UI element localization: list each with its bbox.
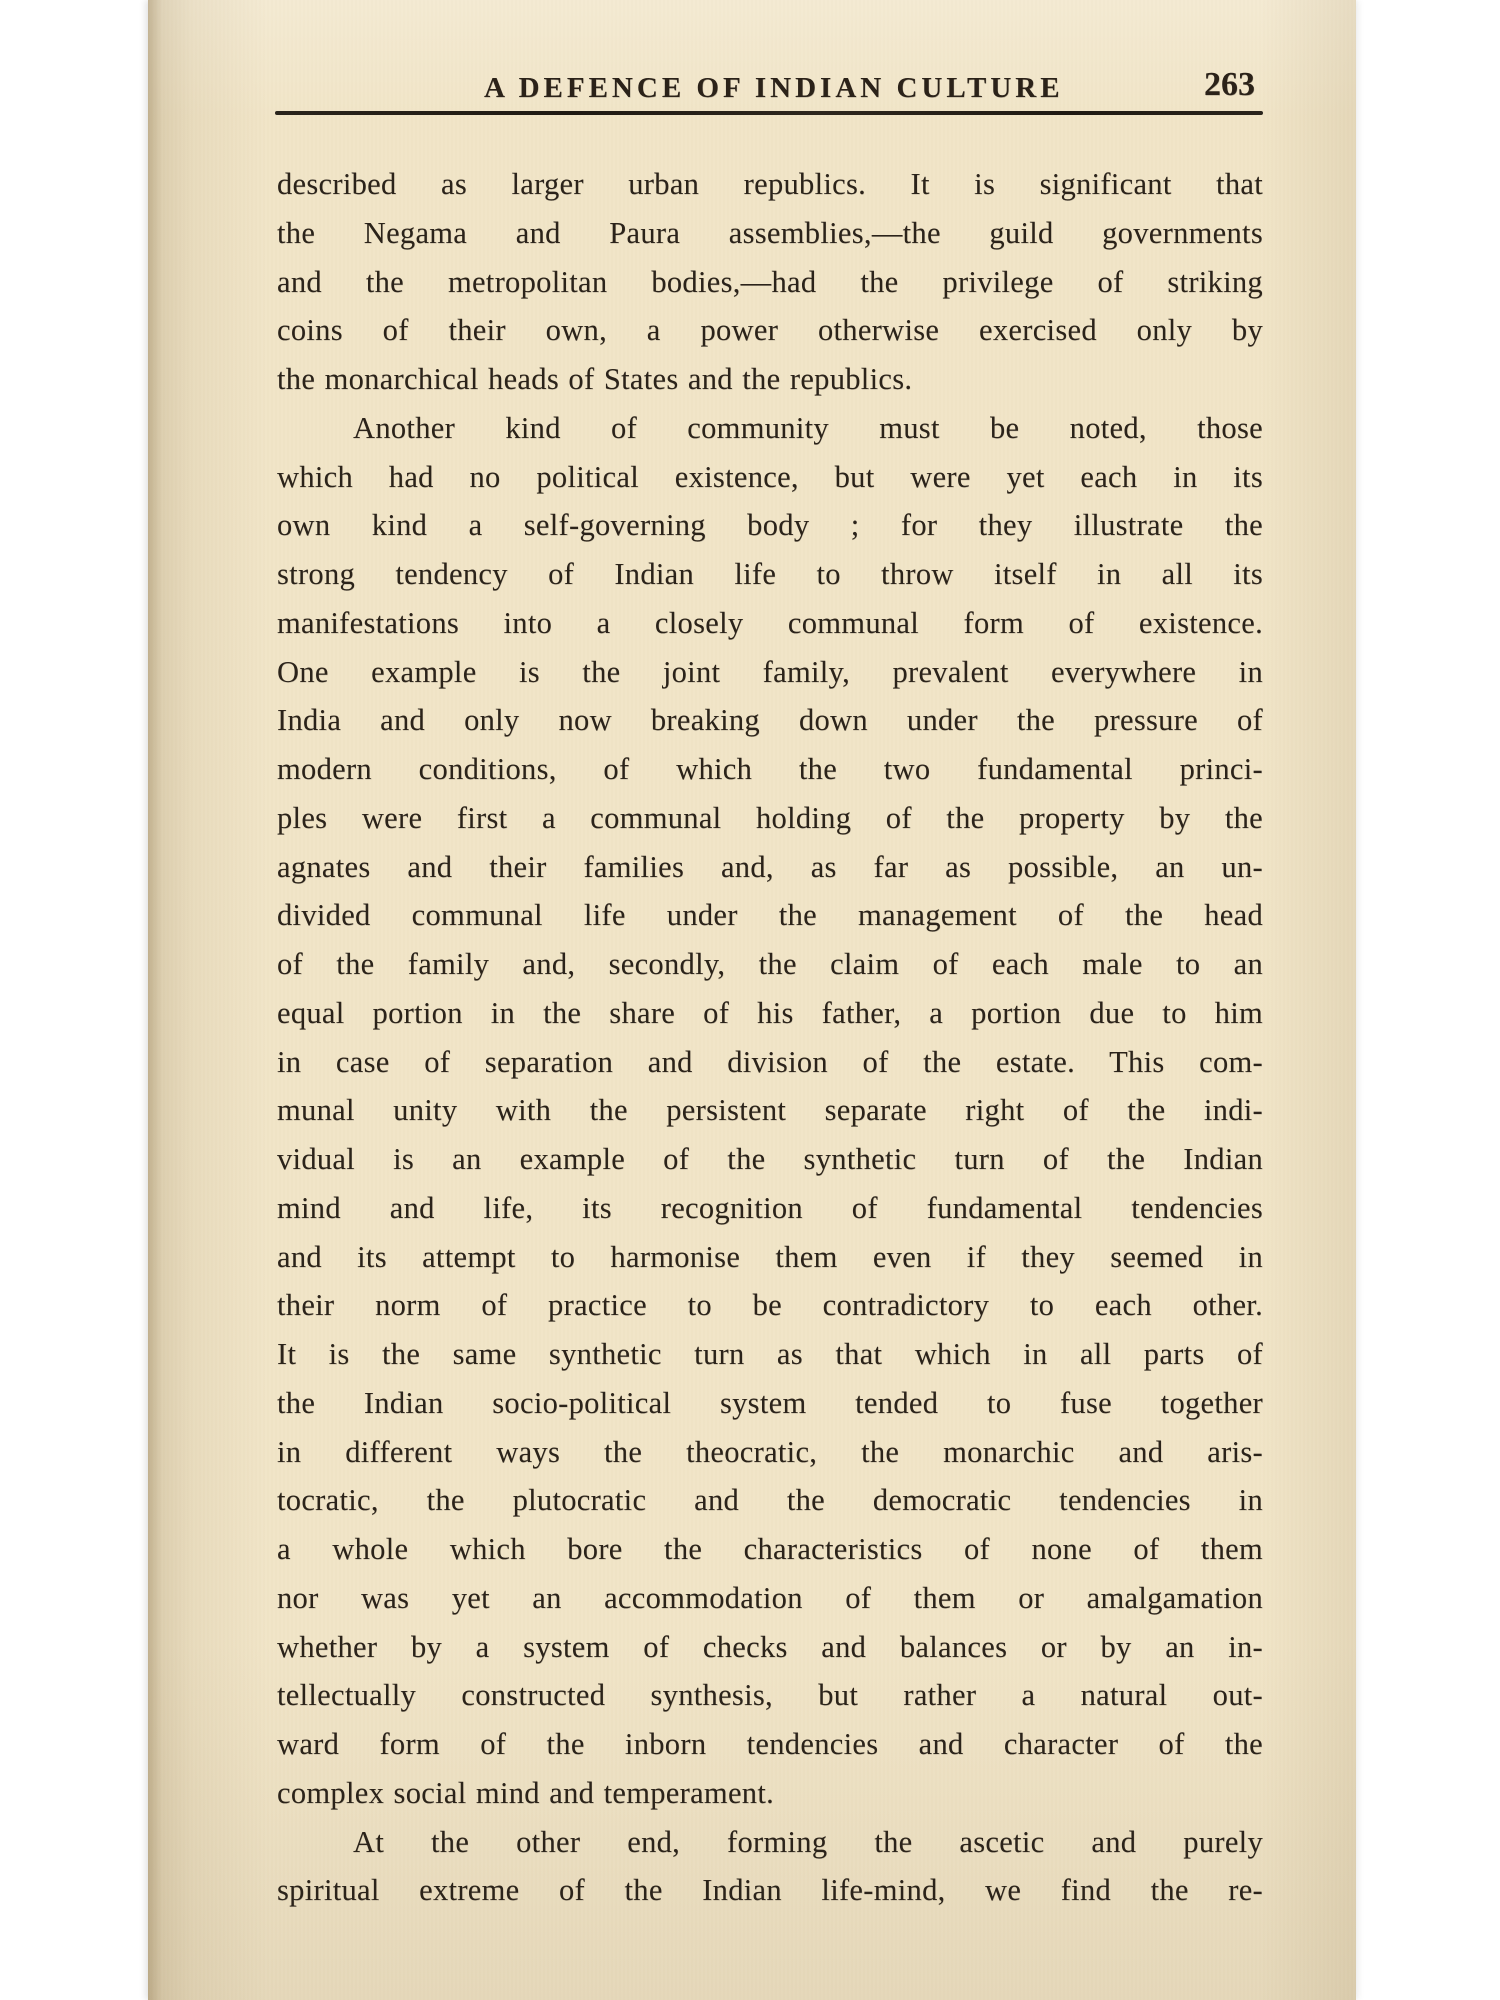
text-line: nor was yet an accommodation of them or amalgamation <box>277 1580 1263 1615</box>
text-line: divided communal life under the management of the head <box>277 898 1263 933</box>
text-line: manifestations into a closely communal form of existence. <box>277 605 1263 640</box>
text-line: One example is the joint family, prevalent everywhere in <box>277 654 1263 689</box>
text-line: in case of separation and division of the estate. This com- <box>277 1044 1263 1079</box>
page-number: 263 <box>1204 66 1255 103</box>
text-line: vidual is an example of the synthetic turn of the Indian <box>277 1142 1263 1176</box>
text-line: described as larger urban republics. It is significant that <box>277 167 1263 201</box>
text-line: strong tendency of Indian life to throw itself in all its <box>277 557 1263 591</box>
running-header-title: A DEFENCE OF INDIAN CULTURE <box>484 72 1064 104</box>
text-line: It is the same synthetic turn as that which in all parts of <box>277 1337 1263 1371</box>
text-line: a whole which bore the characteristics of none of them <box>277 1532 1263 1566</box>
text-line: in different ways the theocratic, the monarchic and aris- <box>277 1434 1263 1469</box>
text-line: spiritual extreme of the Indian life-mind, we find the re- <box>277 1873 1263 1908</box>
text-line: tocratic, the plutocratic and the democratic tendencies in <box>277 1483 1263 1518</box>
text-line: ward form of the inborn tendencies and character of the <box>277 1727 1263 1761</box>
text-line: mind and life, its recognition of fundamental tendencies <box>277 1190 1263 1225</box>
header-rule-divider <box>275 111 1263 115</box>
text-line: modern conditions, of which the two fundamental princi- <box>277 752 1263 786</box>
text-line-paragraph-start: Another kind of community must be noted, those <box>353 410 1263 445</box>
text-line: of the family and, secondly, the claim of each male to an <box>277 947 1263 981</box>
text-line: whether by a system of checks and balances or by an in- <box>277 1629 1263 1664</box>
text-line: munal unity with the persistent separate right of the indi- <box>277 1093 1263 1128</box>
text-line: and its attempt to harmonise them even if they seemed in <box>277 1239 1263 1274</box>
text-line: their norm of practice to be contradictory to each other. <box>277 1288 1263 1323</box>
body-text-block <box>277 160 1263 1915</box>
text-line: complex social mind and temperament. <box>277 1775 775 1810</box>
text-line: tellectually constructed synthesis, but rather a natural out- <box>277 1678 1263 1713</box>
text-line: the monarchical heads of States and the republics. <box>277 362 913 396</box>
text-line: and the metropolitan bodies,—had the privilege of striking <box>277 264 1263 299</box>
text-line: ples were first a communal holding of the property by the <box>277 800 1263 835</box>
text-line: own kind a self-governing body ; for they illustrate the <box>277 508 1263 543</box>
text-line: India and only now breaking down under the pressure of <box>277 703 1263 738</box>
text-line: which had no political existence, but were yet each in its <box>277 459 1263 494</box>
text-line: the Indian socio-political system tended to fuse together <box>277 1385 1263 1420</box>
text-line: the Negama and Paura assemblies,—the guild governments <box>277 215 1263 250</box>
text-line: coins of their own, a power otherwise exercised only by <box>277 313 1263 348</box>
book-page <box>148 0 1356 2000</box>
text-line: equal portion in the share of his father, a portion due to him <box>277 995 1263 1030</box>
text-line: agnates and their families and, as far as possible, an un- <box>277 849 1263 884</box>
text-line-paragraph-start: At the other end, forming the ascetic and purely <box>353 1824 1263 1859</box>
